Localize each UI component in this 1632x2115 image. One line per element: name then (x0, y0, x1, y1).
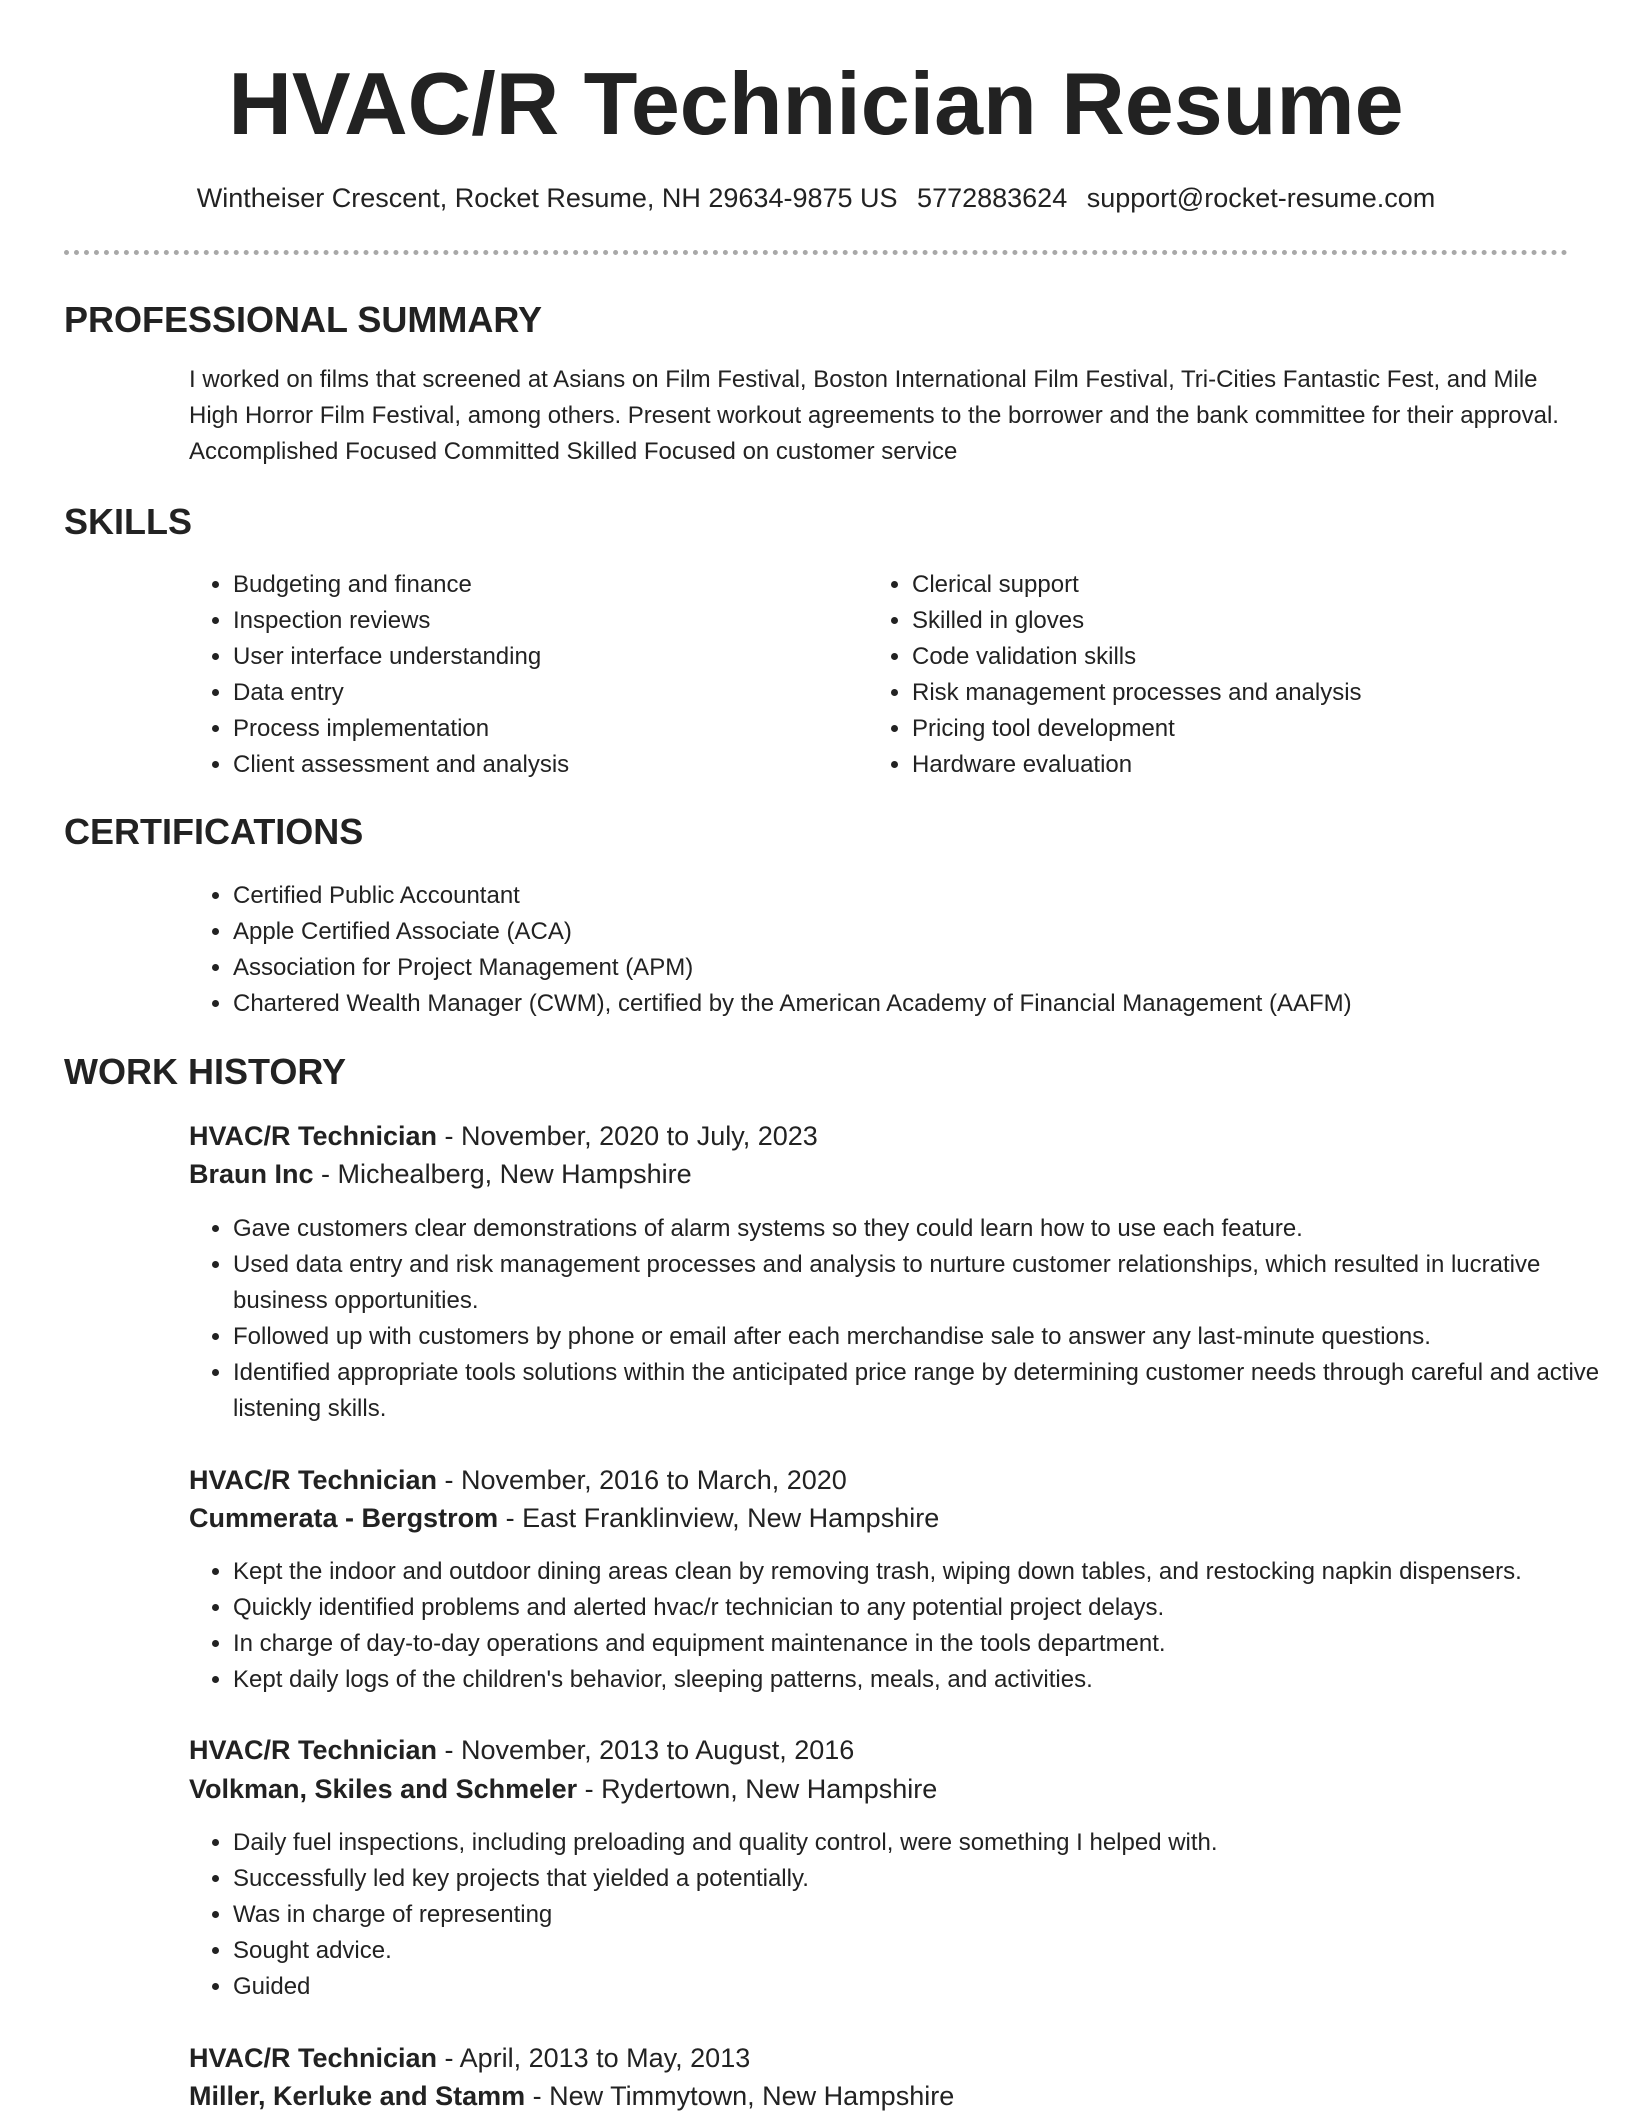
job-bullet: • Quickly identified problems and alerted hvac/r technician to any potential project delays. (233, 1590, 1623, 1626)
job-bullet: • Kept the indoor and outdoor dining areas clean by removing trash, wiping down tables, and restocking napkin dispensers. (233, 1554, 1623, 1590)
job-title-line: HVAC/R Technician - April, 2013 to May, 2013 (189, 2043, 751, 2073)
summary-heading: PROFESSIONAL SUMMARY (64, 299, 543, 340)
skill-item: • Code validation skills (912, 639, 1602, 675)
job-bullet: • Successfully led key projects that yielded a potentially. (233, 1861, 1613, 1897)
job-location: East Franklinview, New Hampshire (522, 1503, 940, 1533)
job-bullet: • Identified appropriate tools solutions within the anticipated price range by determining customer needs through careful and active listening skills. (233, 1355, 1613, 1427)
job-bullets (189, 1211, 1613, 1427)
job-bullets (189, 1554, 1623, 1698)
certification-item: • Association for Project Management (APM) (233, 950, 1613, 986)
skill-item: • Process implementation (233, 711, 833, 747)
skill-item: • User interface understanding (233, 639, 833, 675)
skill-item: • Skilled in gloves (912, 603, 1602, 639)
job-company-line: Volkman, Skiles and Schmeler - Rydertown, New Hampshire (189, 1774, 938, 1804)
job-company: Cummerata - Bergstrom (189, 1503, 499, 1533)
header-divider (64, 250, 1568, 255)
work-history-heading: WORK HISTORY (64, 1051, 347, 1092)
phone: 5772883624 (917, 183, 1068, 213)
address: Wintheiser Crescent, Rocket Resume, NH 29634-9875 US (196, 183, 898, 213)
job-company: Braun Inc (189, 1159, 314, 1189)
email: support@rocket-resume.com (1086, 183, 1436, 213)
job-company: Volkman, Skiles and Schmeler (189, 1774, 578, 1804)
job-title: HVAC/R Technician (189, 2043, 438, 2073)
job-title: HVAC/R Technician (189, 1465, 438, 1495)
skill-item: • Budgeting and finance (233, 567, 833, 603)
job-title-line: HVAC/R Technician - November, 2013 to August, 2016 (189, 1735, 855, 1765)
job-title-line: HVAC/R Technician - November, 2016 to March, 2020 (189, 1465, 847, 1495)
job-bullet: • Followed up with customers by phone or email after each merchandise sale to answer any last-minute questions. (233, 1319, 1613, 1355)
certification-item: • Apple Certified Associate (ACA) (233, 914, 1613, 950)
job-company-line: Braun Inc - Michealberg, New Hampshire (189, 1159, 692, 1189)
job-bullet: • Used data entry and risk management processes and analysis to nurture customer relationships, which resulted in lucrative business opportunities. (233, 1247, 1613, 1319)
job-bullet: • Guided (233, 1969, 1613, 2005)
certifications-heading: CERTIFICATIONS (64, 811, 364, 852)
skill-item: • Hardware evaluation (912, 747, 1602, 783)
certification-item: • Chartered Wealth Manager (CWM), certified by the American Academy of Financial Management (AAFM) (233, 986, 1613, 1022)
job-bullet: • Sought advice. (233, 1933, 1613, 1969)
skill-item: • Pricing tool development (912, 711, 1602, 747)
job-company-line: Miller, Kerluke and Stamm - New Timmytown, New Hampshire (189, 2081, 955, 2111)
job-dates: April, 2013 to May, 2013 (459, 2043, 751, 2073)
job-company: Miller, Kerluke and Stamm (189, 2081, 526, 2111)
certifications-list (189, 878, 1613, 1022)
skills-heading: SKILLS (64, 501, 193, 542)
job-company-line: Cummerata - Bergstrom - East Franklinview, New Hampshire (189, 1503, 940, 1533)
resume-title: HVAC/R Technician Resume (228, 54, 1404, 153)
skill-item: • Inspection reviews (233, 603, 833, 639)
job-dates: November, 2016 to March, 2020 (461, 1465, 847, 1495)
skills-list-left (189, 567, 833, 783)
certification-item: • Certified Public Accountant (233, 878, 1613, 914)
job-title: HVAC/R Technician (189, 1121, 438, 1151)
job-title: HVAC/R Technician (189, 1735, 438, 1765)
job-bullet: • Gave customers clear demonstrations of alarm systems so they could learn how to use each feature. (233, 1211, 1613, 1247)
job-title-line: HVAC/R Technician - November, 2020 to July, 2023 (189, 1121, 818, 1151)
skills-list-right (868, 567, 1602, 783)
skill-item: • Client assessment and analysis (233, 747, 833, 783)
job-bullet: • Kept daily logs of the children's behavior, sleeping patterns, meals, and activities. (233, 1662, 1623, 1698)
skill-item: • Risk management processes and analysis (912, 675, 1602, 711)
job-bullet: • Daily fuel inspections, including preloading and quality control, were something I helped with. (233, 1825, 1613, 1861)
job-dates: November, 2020 to July, 2023 (461, 1121, 818, 1151)
job-location: Rydertown, New Hampshire (601, 1774, 938, 1804)
job-bullets (189, 1825, 1613, 2005)
skill-item: • Data entry (233, 675, 833, 711)
summary-text: I worked on films that screened at Asians on Film Festival, Boston International Film Festival, Tri-Cities Fantastic Fest, and Mile High Horror Film Festival, among others. Present workout agreements to the borrower and the bank committee for their approval. Accomplished Focused Committed Skilled Focused on customer service (189, 366, 1559, 465)
job-bullet: • Was in charge of representing (233, 1897, 1613, 1933)
job-bullet: • In charge of day-to-day operations and equipment maintenance in the tools department. (233, 1626, 1623, 1662)
job-location: New Timmytown, New Hampshire (549, 2081, 955, 2111)
contact-line (0, 180, 1632, 216)
job-dates: November, 2013 to August, 2016 (461, 1735, 855, 1765)
job-location: Michealberg, New Hampshire (337, 1159, 692, 1189)
skill-item: • Clerical support (912, 567, 1602, 603)
